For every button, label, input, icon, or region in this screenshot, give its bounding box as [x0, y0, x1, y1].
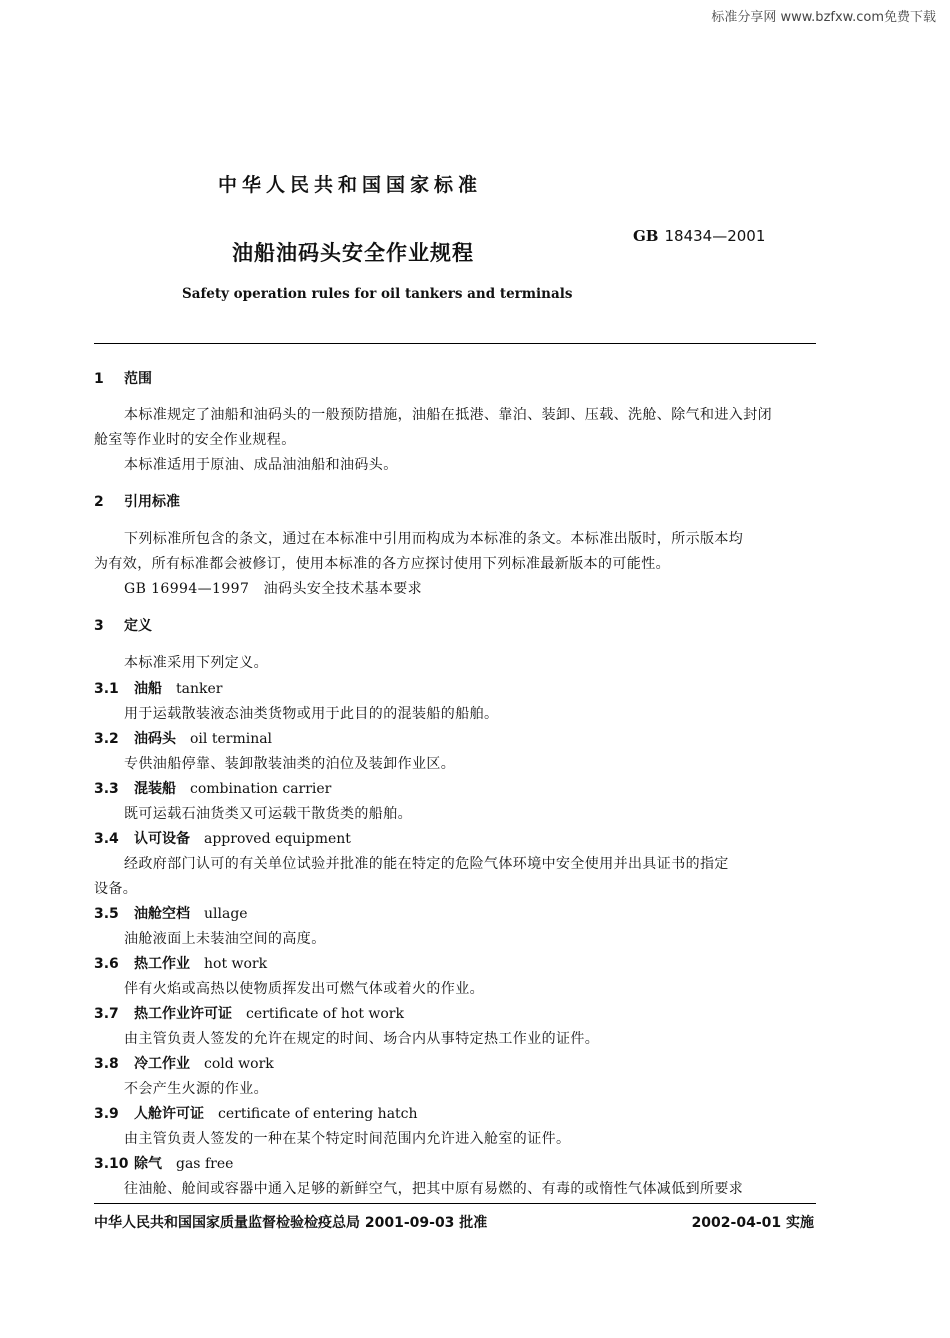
section-1-para-2: 本标准适用于原油、成品油油船和油码头。: [124, 457, 398, 473]
section-2-reference: GB 16994—1997 油码头安全技术基本要求: [124, 581, 423, 597]
term-3-3: 3.3 混装船 combination carrier: [94, 781, 332, 797]
section-1-para-1b: 舱室等作业时的安全作业规程。: [94, 432, 296, 448]
term-3-4: 3.4 认可设备 approved equipment: [94, 831, 351, 847]
term-3-3-definition: 既可运载石油货类又可运载干散货类的船舶。: [124, 806, 412, 822]
section-1-para-1a: 本标准规定了油船和油码头的一般预防措施，油船在抵港、靠泊、装卸、压载、洗舱、除气和进入封闭: [124, 407, 772, 423]
term-3-10: 3.10 除气 gas free: [94, 1156, 234, 1172]
term-3-8: 3.8 冷工作业 cold work: [94, 1056, 274, 1072]
term-3-6: 3.6 热工作业 hot work: [94, 956, 268, 972]
term-3-9-definition: 由主管负责人签发的一种在某个特定时间范围内允许进入舱室的证件。: [124, 1131, 571, 1147]
term-3-1: 3.1 油船 tanker: [94, 681, 223, 697]
term-3-2: 3.2 油码头 oil terminal: [94, 731, 273, 747]
term-3-5: 3.5 油舱空档 ullage: [94, 906, 248, 922]
section-2-heading: 2 引用标准: [94, 494, 180, 510]
term-3-7-definition: 由主管负责人签发的允许在规定的时间、场合内从事特定热工作业的证件。: [124, 1031, 600, 1047]
term-3-9: 3.9 人舱许可证 certificate of entering hatch: [94, 1106, 418, 1122]
term-3-5-definition: 油舱液面上未装油空间的高度。: [124, 931, 326, 947]
term-3-4-definition-cont: 设备。: [94, 881, 138, 897]
standard-org-title: 中华人民共和国国家标准: [218, 174, 483, 196]
standard-prefix: GB: [633, 227, 659, 245]
footer-rule: [94, 1203, 816, 1204]
watermark: 标准分享网 www.bzfxw.com免费下载: [711, 10, 936, 25]
document-title-en: Safety operation rules for oil tankers and terminals: [182, 286, 573, 302]
term-3-8-definition: 不会产生火源的作业。: [124, 1081, 268, 1097]
section-3-intro: 本标准采用下列定义。: [124, 655, 268, 671]
term-3-7: 3.7 热工作业许可证 certificate of hot work: [94, 1006, 404, 1022]
term-3-1-definition: 用于运载散装液态油类货物或用于此目的的混装船的船舶。: [124, 706, 499, 722]
implementation-date: 2002-04-01 实施: [691, 1215, 814, 1231]
section-1-heading: 1 范围: [94, 371, 152, 387]
section-3-heading: 3 定义: [94, 618, 152, 634]
standard-number: [633, 227, 765, 245]
section-2-para-1b: 为有效，所有标准都会被修订，使用本标准的各方应探讨使用下列标准最新版本的可能性。: [94, 556, 670, 572]
term-3-2-definition: 专供油船停靠、装卸散装油类的泊位及装卸作业区。: [124, 756, 456, 772]
standard-number-value: 18434—2001: [664, 227, 766, 245]
header-rule: [94, 343, 816, 344]
document-title-cn: 油船油码头安全作业规程: [232, 241, 474, 265]
approval-line: 中华人民共和国国家质量监督检验检疫总局 2001-09-03 批准: [94, 1215, 488, 1231]
term-3-4-definition: 经政府部门认可的有关单位试验并批准的能在特定的危险气体环境中安全使用并出具证书的指定: [124, 856, 729, 872]
term-3-6-definition: 伴有火焰或高热以使物质挥发出可燃气体或着火的作业。: [124, 981, 484, 997]
term-3-10-definition: 往油舱、舱间或容器中通入足够的新鲜空气，把其中原有易燃的、有毒的或惰性气体减低到所要求: [124, 1181, 744, 1197]
section-2-para-1a: 下列标准所包含的条文，通过在本标准中引用而构成为本标准的条文。本标准出版时，所示版本均: [124, 531, 744, 547]
